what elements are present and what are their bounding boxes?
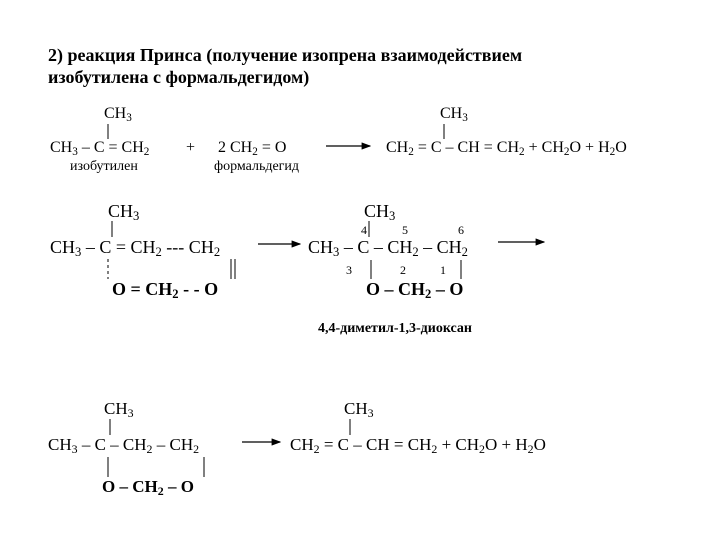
r1-isobutylene-formula: $CH_3 - C = CH_2$: [50, 139, 150, 158]
r3-ch3-substituent-right: $CH_3$: [344, 399, 374, 420]
r3-ch3-substituent-left: $CH_3$: [104, 399, 134, 420]
r2-ch3-substituent-right: $CH_3$: [364, 201, 396, 224]
r2-atom-number-4: 4: [361, 223, 367, 237]
title-line-2: изобутилена с формальдегидом): [48, 67, 310, 87]
r2-ch3-substituent-left: $CH_3$: [108, 201, 140, 224]
r3-isoprene-products: $CH_2 = C$ – CH = $CH_2 + CH_2O + H_2O$: [290, 435, 546, 456]
r2-atom-number-6: 6: [458, 223, 464, 237]
r2-atom-number-2: 2: [400, 263, 406, 277]
r1-plus-sign: +: [186, 139, 196, 156]
r1-isoprene-products: $CH_2 = C$ – CH = $CH_2 + CH_2O + H_2O$: [386, 139, 627, 158]
r1-formaldehyde-name: формальдегид: [214, 159, 300, 174]
r1-ch3-substituent-left: $CH_3$: [104, 105, 132, 124]
r2-dioxane-bottom: O – $CH_2$ – O: [366, 279, 464, 302]
r1-ch3-substituent-right: $CH_3$: [440, 105, 468, 124]
r2-dioxane-name: 4,4-диметил-1,3-диоксан: [318, 321, 472, 336]
r2-dioxane-formula: $CH_3$ – C – $CH_2 - CH_2$: [308, 237, 468, 260]
r2-atom-number-1: 1: [440, 263, 446, 277]
r2-atom-number-3: 3: [346, 263, 352, 277]
r2-atom-number-5: 5: [402, 223, 408, 237]
r1-formaldehyde-formula: 2 $CH_2 = O$: [218, 139, 287, 158]
r3-reactant-bottom: O – $CH_2$ – O: [102, 477, 194, 498]
r3-reactant-formula: $CH_3$ – C – $CH_2 - CH_2$: [48, 435, 200, 456]
r1-isobutylene-name: изобутилен: [70, 159, 138, 174]
r2-reactant-bottom: $O = CH_2$ - - O: [112, 279, 219, 302]
title-line-1: 2) реакция Принса (получение изопрена взаимодействием: [48, 45, 523, 65]
r2-reactant-complex: $CH_3 - C = CH_2$ --- $CH_2$: [50, 237, 221, 260]
